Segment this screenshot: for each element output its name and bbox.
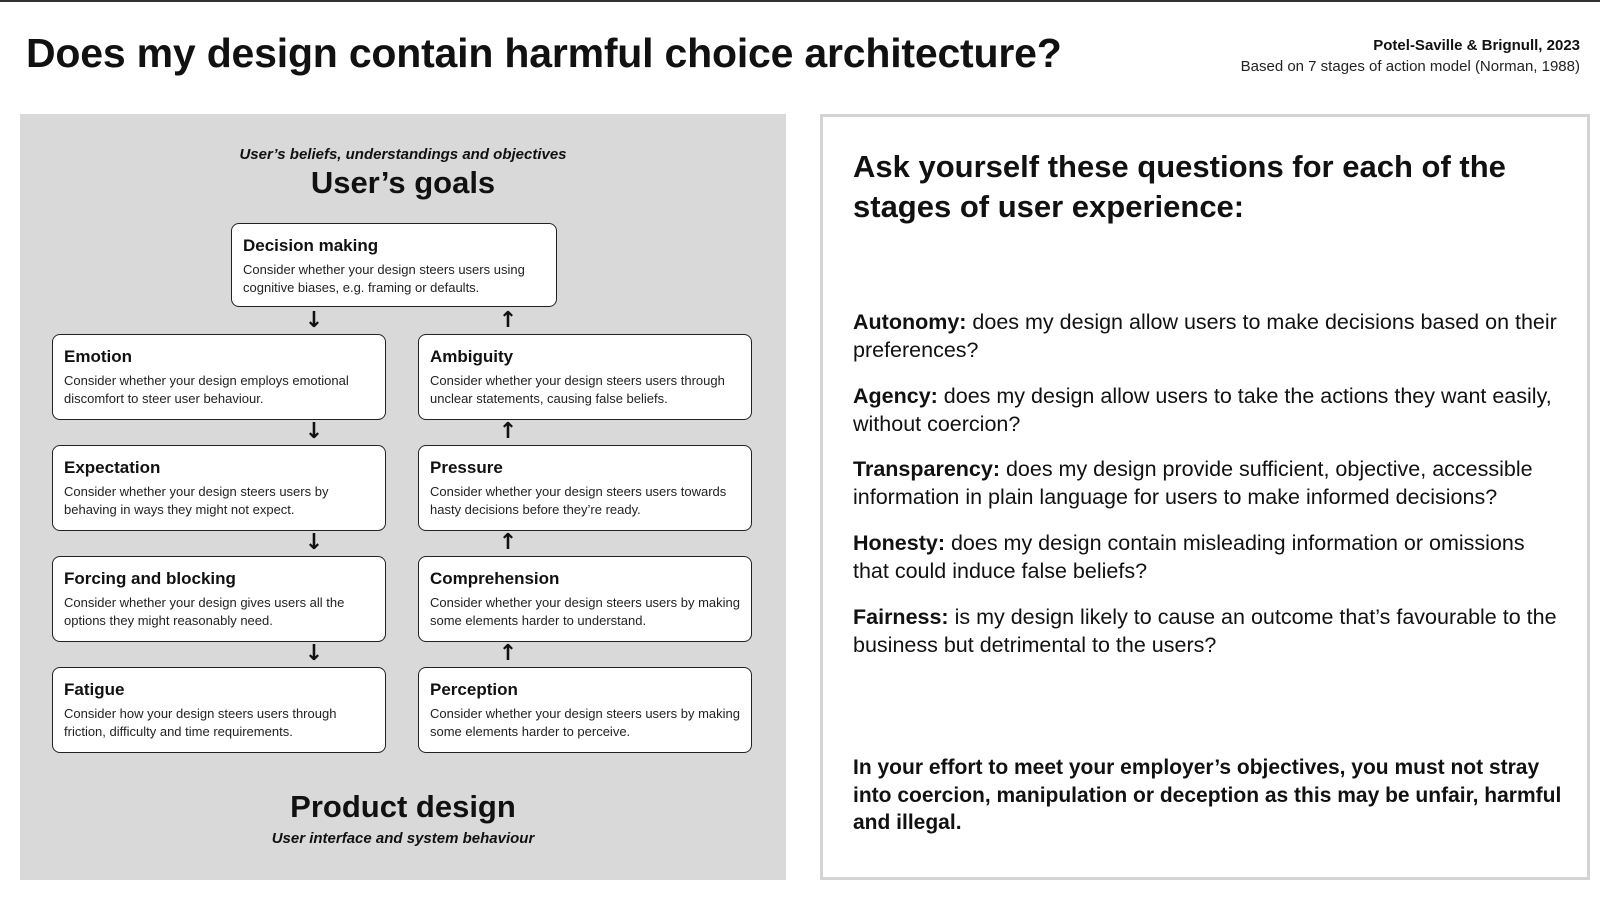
question-autonomy [853,308,1563,364]
stage-title: Ambiguity [430,347,514,366]
arrow-down-icon: ↓ [304,308,324,333]
arrow-up-icon: ↑ [498,419,518,444]
stage-comprehension [418,556,752,642]
arrow-down-icon: ↓ [304,641,324,666]
stage-description: Consider how your design steers users through friction, difficulty and time requirements. [64,706,337,739]
questions-heading: Ask yourself these questions for each of the stages of user experience: [853,149,1506,224]
stage-emotion [52,334,386,420]
stage-description: Consider whether your design steers users using cognitive biases, e.g. framing or defaults. [243,262,525,295]
user-goals-subtitle: User’s beliefs, understandings and objectives [239,146,567,163]
question-text: does my design allow users to take the actions they want easily, without coercion? [853,384,1552,436]
stage-description: Consider whether your design steers users through unclear statements, causing false beliefs. [430,373,725,406]
stage-title: Decision making [243,236,379,255]
stage-expectation [52,445,386,531]
warning-statement: In your effort to meet your employer’s objectives, you must not stray into coercion, manipulation or deception as this may be unfair, harmful and illegal. [853,756,1562,834]
question-label: Fairness: [853,605,949,629]
stage-title: Fatigue [64,680,125,699]
arrow-down-icon: ↓ [304,419,324,444]
question-text: does my design provide sufficient, objective, accessible information in plain language for users to make informed decisions? [853,457,1533,509]
citation-authors: Potel-Saville & Brignull, 2023 [1373,37,1580,54]
question-label: Autonomy: [853,310,967,334]
stage-title: Expectation [64,458,161,477]
stage-title: Perception [430,680,518,699]
question-agency [853,382,1563,438]
top-rule [0,0,1600,2]
stage-ambiguity [418,334,752,420]
question-fairness [853,603,1563,659]
question-label: Transparency: [853,457,1000,481]
stage-decision-making [231,223,557,307]
stage-title: Pressure [430,458,503,477]
stage-perception [418,667,752,753]
questions-panel [820,114,1590,880]
arrow-up-icon: ↑ [498,530,518,555]
arrow-down-icon: ↓ [304,530,324,555]
stage-fatigue [52,667,386,753]
question-label: Agency: [853,384,938,408]
arrow-up-icon: ↑ [498,641,518,666]
citation-basis: Based on 7 stages of action model (Norman, 1988) [1240,58,1580,75]
question-text: does my design allow users to make decisions based on their preferences? [853,310,1557,362]
question-text: is my design likely to cause an outcome that’s favourable to the business but detrimental to the users? [853,605,1557,657]
stage-description: Consider whether your design steers users by behaving in ways they might not expect. [64,484,329,517]
user-goals-heading: User’s goals [310,165,496,200]
stage-title: Forcing and blocking [64,569,236,588]
stage-description: Consider whether your design gives users all the options they might reasonably need. [64,595,345,628]
stage-description: Consider whether your design steers users by making some elements harder to understand. [430,595,740,628]
stage-pressure [418,445,752,531]
stage-title: Comprehension [430,569,560,588]
stages-diagram [20,114,786,880]
stage-description: Consider whether your design steers users by making some elements harder to perceive. [430,706,740,739]
question-honesty [853,529,1563,585]
question-transparency [853,455,1563,511]
arrow-up-icon: ↑ [498,308,518,333]
stage-description: Consider whether your design steers users towards hasty decisions before they’re ready. [430,484,727,517]
question-text: does my design contain misleading information or omissions that could induce false beliefs? [853,531,1525,583]
product-design-heading: Product design [290,789,516,824]
question-label: Honesty: [853,531,945,555]
product-design-subtitle: User interface and system behaviour [271,830,535,847]
page-title: Does my design contain harmful choice architecture? [26,30,1062,76]
stage-description: Consider whether your design employs emotional discomfort to steer user behaviour. [64,373,349,406]
stage-forcing-and-blocking [52,556,386,642]
stage-title: Emotion [64,347,132,366]
source-citation [1241,36,1580,78]
